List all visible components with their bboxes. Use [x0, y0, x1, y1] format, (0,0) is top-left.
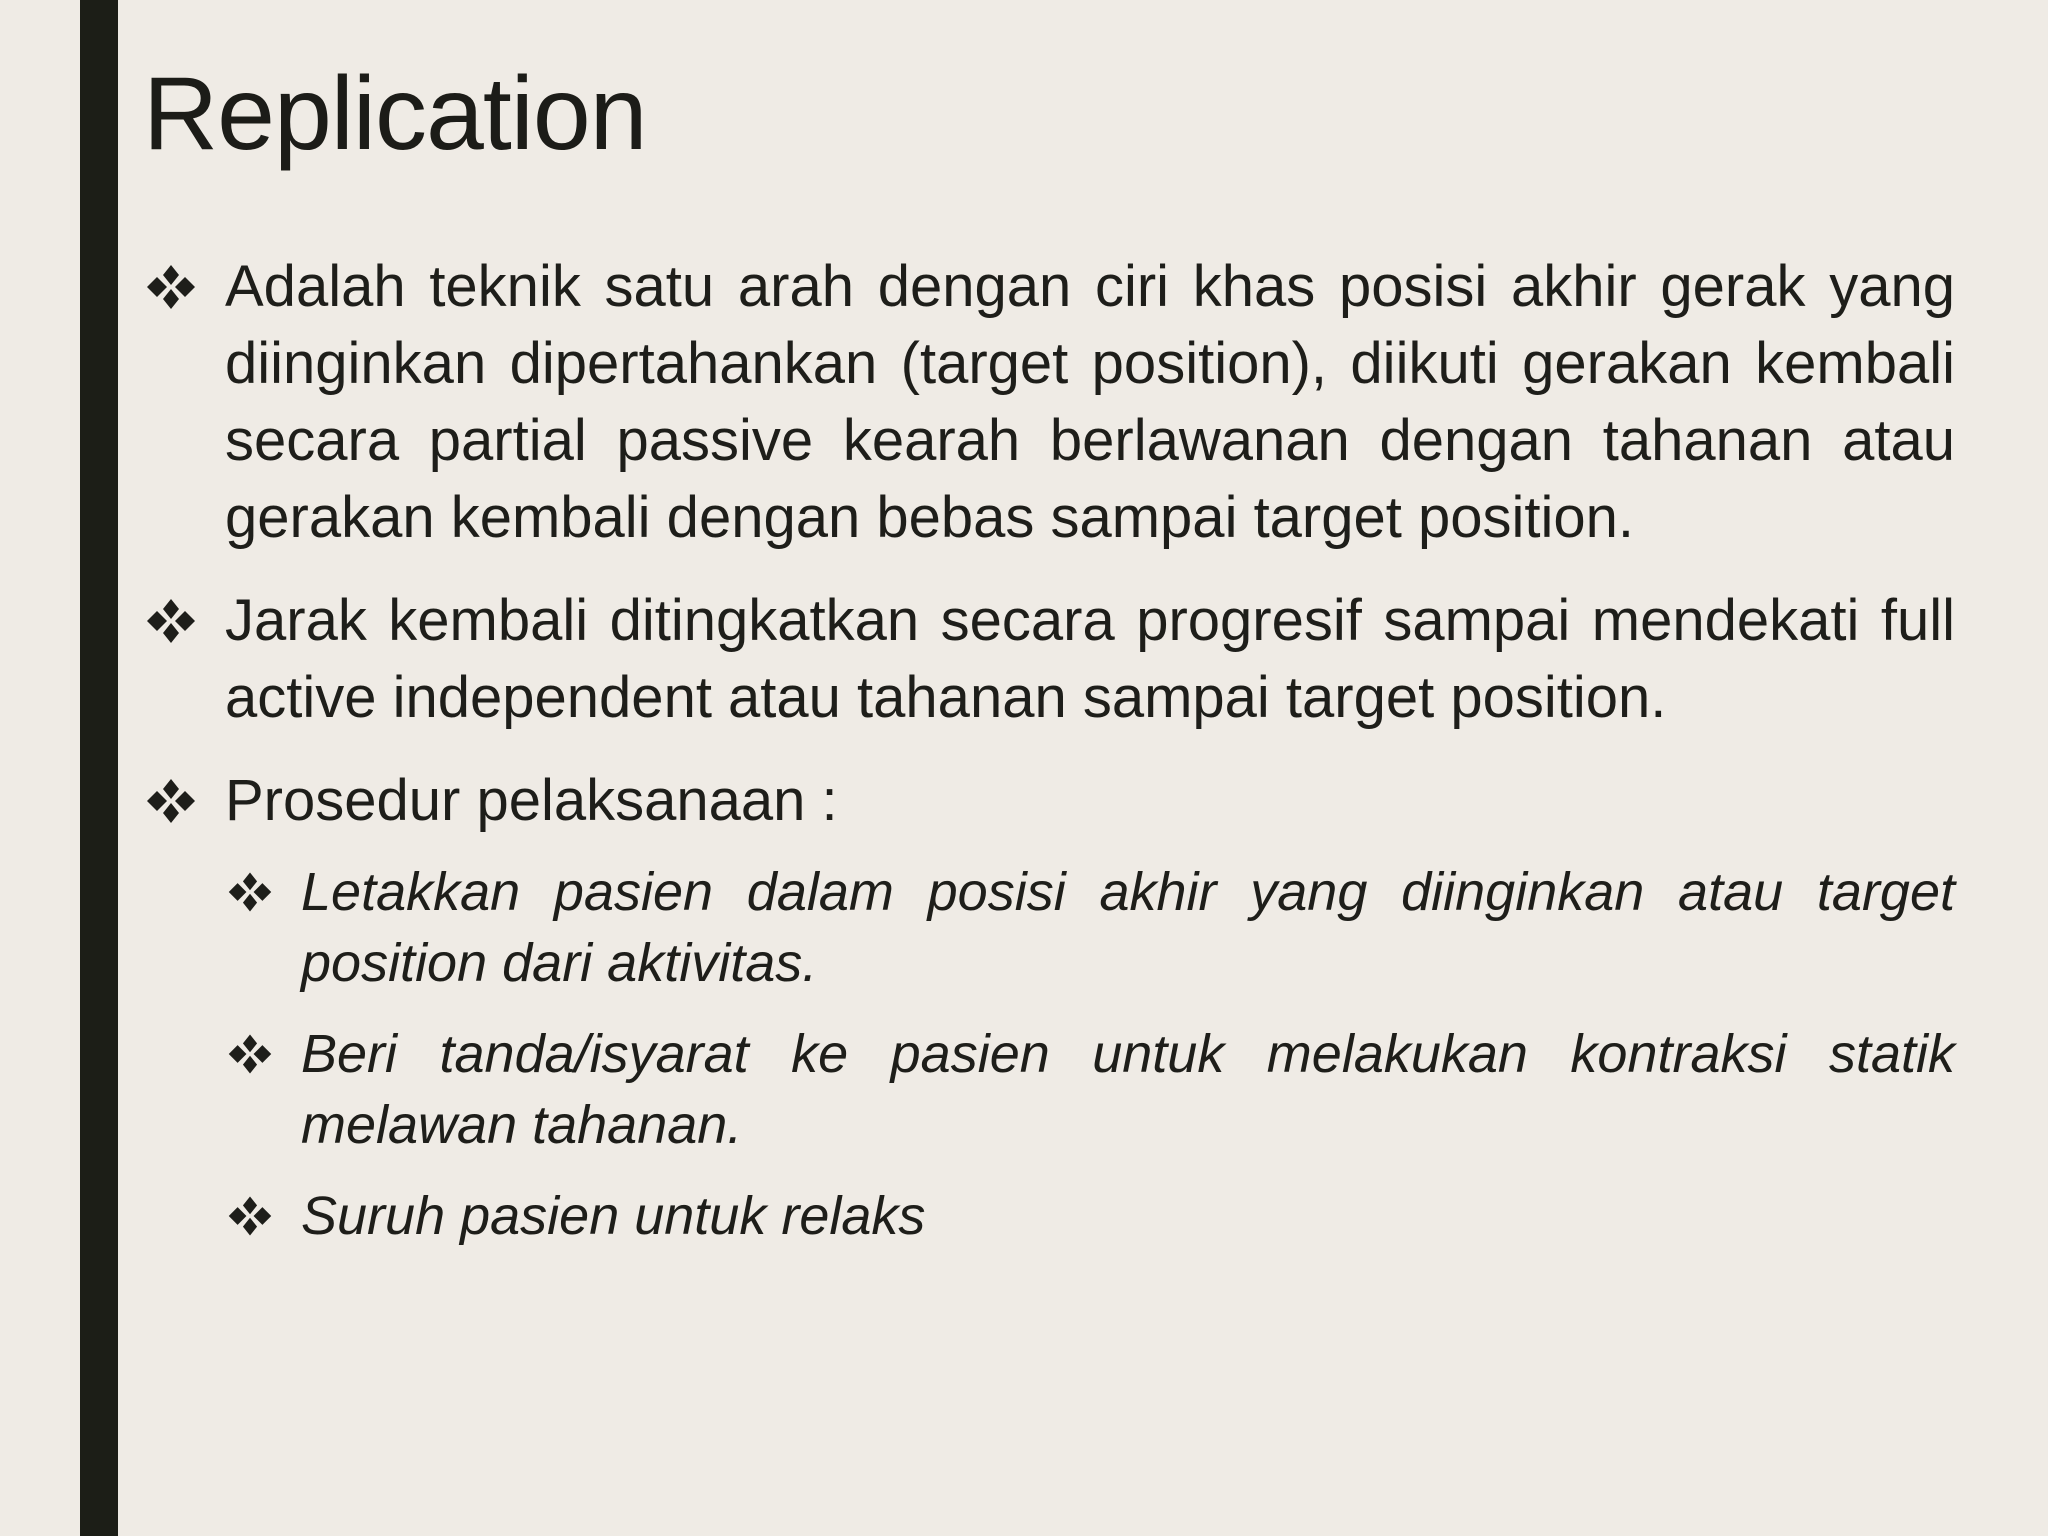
bullet-item: [143, 582, 1955, 736]
sub-bullet-text: Suruh pasien untuk relaks: [301, 1186, 926, 1246]
four-diamond-bullet-icon: [143, 582, 199, 659]
bullet-text: Jarak kembali ditingkatkan secara progresif sampai mendekati full active independent atau tahanan sampai target position.: [225, 588, 1955, 730]
four-diamond-bullet-icon: [225, 857, 275, 928]
four-diamond-bullet-icon: [225, 1019, 275, 1090]
slide-body: [143, 248, 1955, 1272]
sub-bullet-text: Beri tanda/isyarat ke pasien untuk melakukan kontraksi statik melawan tahanan.: [301, 1024, 1955, 1155]
bullet-text: Adalah teknik satu arah dengan ciri khas posisi akhir gerak yang diinginkan dipertahankan (target position), diikuti gerakan kembali secara partial passive kearah berlawanan dengan tahanan atau gerakan kembali dengan bebas sampai target position.: [225, 254, 1955, 550]
sub-bullet-text: Letakkan pasien dalam posisi akhir yang diinginkan atau target position dari aktivitas.: [301, 862, 1955, 993]
sub-bullet-item: [225, 1181, 1955, 1252]
four-diamond-bullet-icon: [143, 762, 199, 839]
four-diamond-bullet-icon: [225, 1181, 275, 1252]
four-diamond-bullet-icon: [143, 248, 199, 325]
bullet-text: Prosedur pelaksanaan :: [225, 768, 838, 833]
slide-title: Replication: [143, 56, 647, 172]
left-accent-bar: [80, 0, 118, 1536]
bullet-item: [143, 248, 1955, 556]
sub-bullet-item: [225, 857, 1955, 999]
bullet-item: [143, 762, 1955, 839]
sub-bullet-list: [225, 857, 1955, 1252]
sub-bullet-item: [225, 1019, 1955, 1161]
